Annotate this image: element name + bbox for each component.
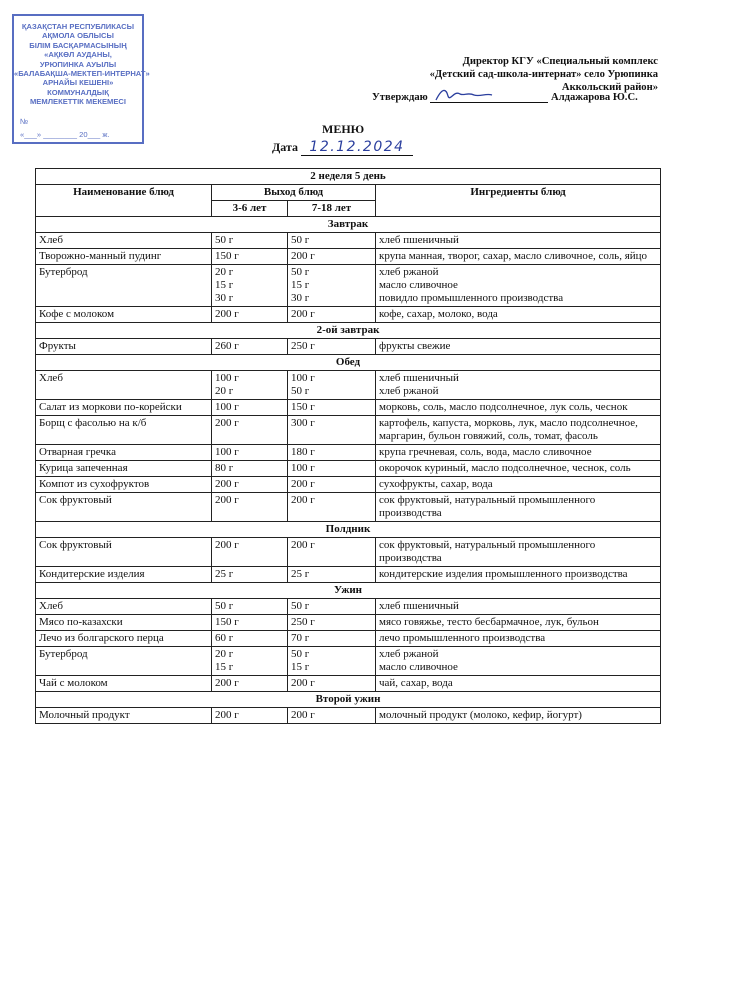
portion-3-6: 200 г — [212, 493, 288, 522]
portion-3-6: 20 г 15 г 30 г — [212, 265, 288, 307]
section-title: Полдник — [36, 522, 661, 538]
ingredients: хлеб ржаной масло сливочное — [376, 647, 661, 676]
table-row — [36, 445, 661, 461]
col-age1-header: 3-6 лет — [212, 201, 288, 217]
ingredients: сок фруктовый, натуральный промышленного производства — [376, 538, 661, 567]
dish-name: Отварная гречка — [36, 445, 212, 461]
table-row — [36, 249, 661, 265]
ingredients: кондитерские изделия промышленного производства — [376, 567, 661, 583]
menu-table — [35, 168, 661, 724]
director-name: Алдажарова Ю.С. — [551, 92, 638, 103]
stamp-line: МЕМЛЕКЕТТІК МЕКЕМЕСІ — [29, 97, 127, 107]
col-output-header: Выход блюд — [212, 185, 376, 201]
page-title: МЕНЮ — [322, 122, 365, 136]
section-row — [36, 583, 661, 599]
table-row — [36, 631, 661, 647]
portion-3-6: 200 г — [212, 307, 288, 323]
portion-3-6: 150 г — [212, 615, 288, 631]
portion-7-18: 50 г — [288, 233, 376, 249]
portion-3-6: 50 г — [212, 233, 288, 249]
dish-name: Кондитерские изделия — [36, 567, 212, 583]
ingredients: кофе, сахар, молоко, вода — [376, 307, 661, 323]
portion-3-6: 260 г — [212, 339, 288, 355]
section-row — [36, 323, 661, 339]
portion-3-6: 150 г — [212, 249, 288, 265]
portion-7-18: 50 г 15 г 30 г — [288, 265, 376, 307]
table-row — [36, 416, 661, 445]
dish-name: Сок фруктовый — [36, 538, 212, 567]
ingredients: молочный продукт (молоко, кефир, йогурт) — [376, 708, 661, 724]
stamp-line: ҚАЗАҚСТАН РЕСПУБЛИКАСЫ — [21, 22, 135, 31]
ingredients: мясо говяжье, тесто бесбармачное, лук, бульон — [376, 615, 661, 631]
portion-7-18: 200 г — [288, 493, 376, 522]
date-label: Дата — [272, 140, 298, 154]
date-value: 12.12.2024 — [301, 139, 413, 156]
table-row — [36, 599, 661, 615]
ingredients: окорочок куриный, масло подсолнечное, чеснок, соль — [376, 461, 661, 477]
ingredients: хлеб пшеничный — [376, 233, 661, 249]
section-title: Обед — [36, 355, 661, 371]
portion-7-18: 200 г — [288, 477, 376, 493]
stamp-line: АРНАЙЫ КЕШЕНІ» — [42, 78, 114, 88]
stamp-number-label: № — [20, 116, 29, 126]
stamp-line: АҚМОЛА ОБЛЫСЫ — [42, 31, 114, 41]
portion-7-18: 50 г 15 г — [288, 647, 376, 676]
portion-7-18: 25 г — [288, 567, 376, 583]
dish-name: Салат из моркови по-корейски — [36, 400, 212, 416]
section-title: Ужин — [36, 583, 661, 599]
table-row — [36, 647, 661, 676]
portion-7-18: 100 г — [288, 461, 376, 477]
portion-3-6: 200 г — [212, 416, 288, 445]
portion-7-18: 250 г — [288, 615, 376, 631]
portion-3-6: 20 г 15 г — [212, 647, 288, 676]
portion-7-18: 200 г — [288, 676, 376, 692]
portion-7-18: 200 г — [288, 249, 376, 265]
dish-name: Хлеб — [36, 233, 212, 249]
stamp-line: КОММУНАЛДЫҚ — [47, 87, 109, 97]
portion-3-6: 100 г — [212, 445, 288, 461]
stamp-lines — [14, 22, 150, 107]
dish-name: Бутерброд — [36, 265, 212, 307]
portion-7-18: 250 г — [288, 339, 376, 355]
portion-3-6: 60 г — [212, 631, 288, 647]
portion-7-18: 70 г — [288, 631, 376, 647]
dish-name: Хлеб — [36, 371, 212, 400]
header-line-1: Директор КГУ «Специальный комплекс — [462, 56, 658, 67]
stamp-line: БІЛІМ БАСҚАРМАСЫНЫҢ — [29, 40, 127, 50]
table-row — [36, 615, 661, 631]
portion-3-6: 100 г 20 г — [212, 371, 288, 400]
section-row — [36, 692, 661, 708]
dish-name: Сок фруктовый — [36, 493, 212, 522]
portion-7-18: 200 г — [288, 538, 376, 567]
stamp-line: «АҚКӨЛ АУДАНЫ, — [44, 50, 112, 60]
portion-7-18: 300 г — [288, 416, 376, 445]
table-row — [36, 307, 661, 323]
portion-3-6: 80 г — [212, 461, 288, 477]
table-row — [36, 233, 661, 249]
table-row — [36, 567, 661, 583]
menu-body — [36, 217, 661, 724]
ingredients: крупа гречневая, соль, вода, масло сливочное — [376, 445, 661, 461]
table-row — [36, 538, 661, 567]
portion-3-6: 25 г — [212, 567, 288, 583]
portion-7-18: 180 г — [288, 445, 376, 461]
signature-icon — [434, 86, 494, 104]
ingredients: фрукты свежие — [376, 339, 661, 355]
dish-name: Компот из сухофруктов — [36, 477, 212, 493]
ingredients: хлеб ржаной масло сливочное повидло промышленного производства — [376, 265, 661, 307]
stamp-line: «БАЛАБАҚША-МЕКТЕП-ИНТЕРНАТ» — [14, 69, 150, 79]
dish-name: Молочный продукт — [36, 708, 212, 724]
header-line-3: Аккольский район» — [561, 82, 658, 94]
portion-7-18: 150 г — [288, 400, 376, 416]
section-title: 2-ой завтрак — [36, 323, 661, 339]
ingredients: хлеб пшеничный хлеб ржаной — [376, 371, 661, 400]
dish-name: Кофе с молоком — [36, 307, 212, 323]
dish-name: Чай с молоком — [36, 676, 212, 692]
ingredients: морковь, соль, масло подсолнечное, лук соль, чеснок — [376, 400, 661, 416]
section-row — [36, 355, 661, 371]
dish-name: Курица запеченная — [36, 461, 212, 477]
date-line — [272, 139, 413, 156]
portion-7-18: 200 г — [288, 307, 376, 323]
stamp-line: УРЮПИНКА АУЫЛЫ — [39, 59, 117, 69]
table-row — [36, 400, 661, 416]
table-row — [36, 676, 661, 692]
dish-name: Хлеб — [36, 599, 212, 615]
table-row — [36, 371, 661, 400]
table-row — [36, 708, 661, 724]
table-row — [36, 461, 661, 477]
ingredients: хлеб пшеничный — [376, 599, 661, 615]
col-age2-header: 7-18 лет — [288, 201, 376, 217]
section-title: Завтрак — [36, 217, 661, 233]
approve-label: Утверждаю — [372, 92, 428, 103]
section-row — [36, 217, 661, 233]
portion-3-6: 100 г — [212, 400, 288, 416]
portion-3-6: 200 г — [212, 708, 288, 724]
section-title: Второй ужин — [36, 692, 661, 708]
table-row — [36, 339, 661, 355]
portion-3-6: 200 г — [212, 538, 288, 567]
ingredients: сухофрукты, сахар, вода — [376, 477, 661, 493]
header-line-2: «Детский сад-школа-интернат» село Урюпинка — [429, 69, 658, 81]
dish-name: Бутерброд — [36, 647, 212, 676]
table-row — [36, 265, 661, 307]
official-stamp — [12, 14, 150, 144]
portion-3-6: 50 г — [212, 599, 288, 615]
col-ingredients-header: Ингредиенты блюд — [376, 185, 661, 217]
portion-7-18: 200 г — [288, 708, 376, 724]
dish-name: Фрукты — [36, 339, 212, 355]
week-day-header: 2 неделя 5 день — [36, 169, 661, 185]
signature-blank — [430, 92, 548, 103]
dish-name: Творожно-манный пудинг — [36, 249, 212, 265]
ingredients: чай, сахар, вода — [376, 676, 661, 692]
portion-7-18: 100 г 50 г — [288, 371, 376, 400]
col-name-header: Наименование блюд — [36, 185, 212, 217]
dish-name: Борщ с фасолью на к/б — [36, 416, 212, 445]
ingredients: картофель, капуста, морковь, лук, масло подсолнечное, маргарин, бульон говяжий, соль, томат, фасоль — [376, 416, 661, 445]
ingredients: сок фруктовый, натуральный промышленного производства — [376, 493, 661, 522]
table-row — [36, 493, 661, 522]
ingredients: крупа манная, творог, сахар, масло сливочное, соль, яйцо — [376, 249, 661, 265]
portion-3-6: 200 г — [212, 477, 288, 493]
dish-name: Лечо из болгарского перца — [36, 631, 212, 647]
dish-name: Мясо по-казахски — [36, 615, 212, 631]
portion-3-6: 200 г — [212, 676, 288, 692]
approve-line — [372, 92, 638, 103]
stamp-date-line: «___» ________ 20___ ж. — [20, 130, 110, 140]
portion-7-18: 50 г — [288, 599, 376, 615]
section-row — [36, 522, 661, 538]
table-row — [36, 477, 661, 493]
ingredients: лечо промышленного производства — [376, 631, 661, 647]
